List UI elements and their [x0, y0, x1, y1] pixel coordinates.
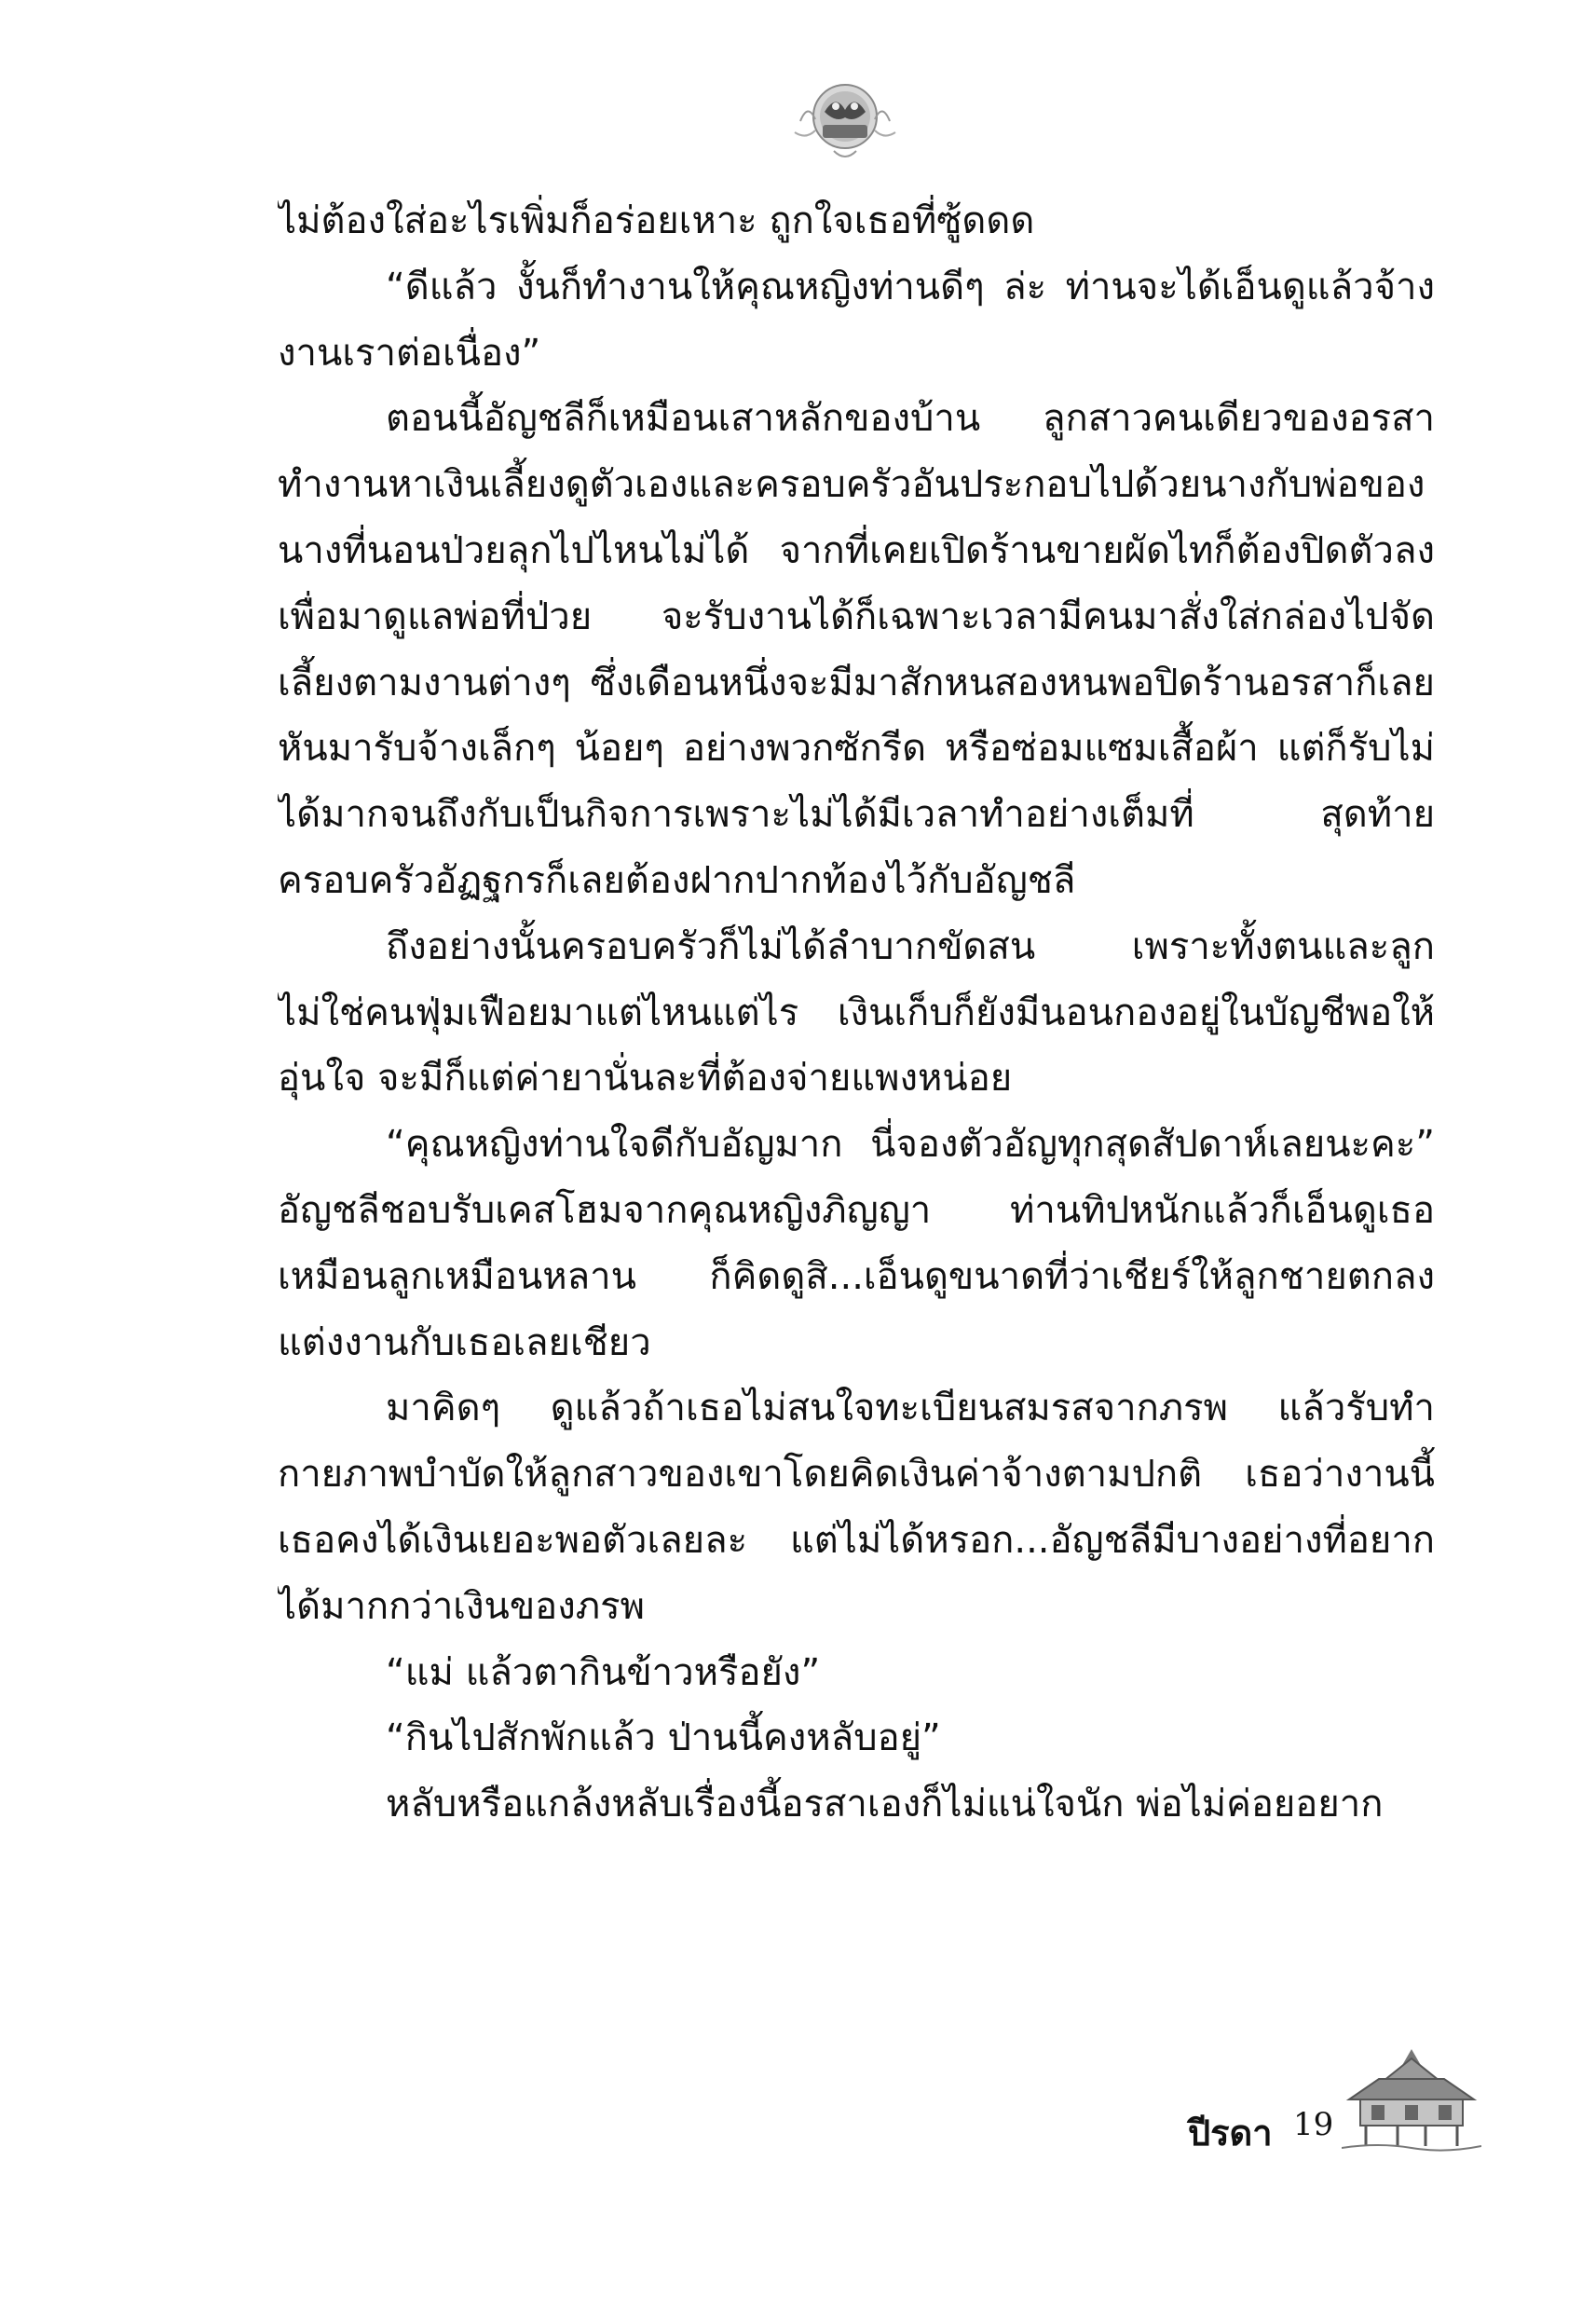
paragraph: หลับหรือแกล้งหลับเรื่องนี้อรสาเองก็ไม่แน่ใจนัก พ่อไม่ค่อยอยาก — [386, 1783, 1384, 1826]
paragraph: มาคิดๆ ดูแล้วถ้าเธอไม่สนใจทะเบียนสมรสจากภรพ แล้วรับทำกายภาพบำบัดให้ลูกสาวของเขาโดยคิดเงินค่าจ้างตามปกติ เธอว่างานนี้เธอคงได้เงินเยอะพอตัวเลยละ แต่ไม่ได้หรอก...อัญชลีมีบางอย่างที่อยากได้มากกว่าเงินของภรพ — [278, 1387, 1435, 1628]
paragraph: ตอนนี้อัญชลีก็เหมือนเสาหลักของบ้าน ลูกสาวคนเดียวของอรสาทำงานหาเงินเลี้ยงดูตัวเองและครอบครัวอันประกอบไปด้วยนางกับพ่อของนางที่นอนป่วยลุกไปไหนไม่ได้ จากที่เคยเปิดร้านขายผัดไทก็ต้องปิดตัวลงเพื่อมาดูแลพ่อที่ป่วย จะรับงานได้ก็เฉพาะเวลามีคนมาสั่งใส่กล่องไปจัดเลี้ยงตามงานต่างๆ ซึ่งเดือนหนึ่งจะมีมาสักหนสองหนพอปิดร้านอรสาก็เลยหันมารับจ้างเล็กๆ น้อยๆ อย่างพวกซักรีด หรือซ่อมแซมเสื้อผ้า แต่ก็รับไม่ได้มากจนถึงกับเป็นกิจการเพราะไม่ได้มีเวลาทำอย่างเต็มที่ สุดท้ายครอบครัวอัฏฐกรก็เลยต้องฝากปากท้องไว้กับอัญชลี — [278, 397, 1435, 902]
book-title: ปีรดา — [1188, 2113, 1273, 2154]
paragraph: ถึงอย่างนั้นครอบครัวก็ไม่ได้ลำบากขัดสน เพราะทั้งตนและลูกไม่ใช่คนฟุ่มเฟือยมาแต่ไหนแต่ไร เงินเก็บก็ยังมีนอนกองอยู่ในบัญชีพอให้อุ่นใจ จะมีก็แต่ค่ายานั่นละที่ต้องจ่ายแพงหน่อย — [278, 924, 1435, 1101]
thai-house-icon — [1342, 2045, 1481, 2153]
page-number: 19 — [1293, 2106, 1334, 2143]
paragraph: “กินไปสักพักแล้ว ป่านนี้คงหลับอยู่” — [386, 1716, 941, 1760]
paragraph: “ดีแล้ว งั้นก็ทำงานให้คุณหญิงท่านดีๆ ล่ะ ท่านจะได้เอ็นดูแล้วจ้างงานเราต่อเนื่อง” — [278, 265, 1435, 375]
paragraph: “แม่ แล้วตากินข้าวหรือยัง” — [386, 1650, 821, 1694]
paragraph: “คุณหญิงท่านใจดีกับอัญมาก นี่จองตัวอัญทุกสุดสัปดาห์เลยนะคะ” อัญชลีชอบรับเคสโฮมจากคุณหญิงภิญญา ท่านทิปหนักแล้วก็เอ็นดูเธอเหมือนลูกเหมือนหลาน ก็คิดดูสิ...เอ็นดูขนาดที่ว่าเชียร์ให้ลูกชายตกลงแต่งงานกับเธอเลยเชียว — [278, 1123, 1435, 1364]
publisher-emblem-icon — [787, 65, 904, 177]
body-text — [278, 188, 1435, 1838]
paragraph: ไม่ต้องใส่อะไรเพิ่มก็อร่อยเหาะ ถูกใจเธอที่ซู้ดดด — [278, 199, 1035, 242]
